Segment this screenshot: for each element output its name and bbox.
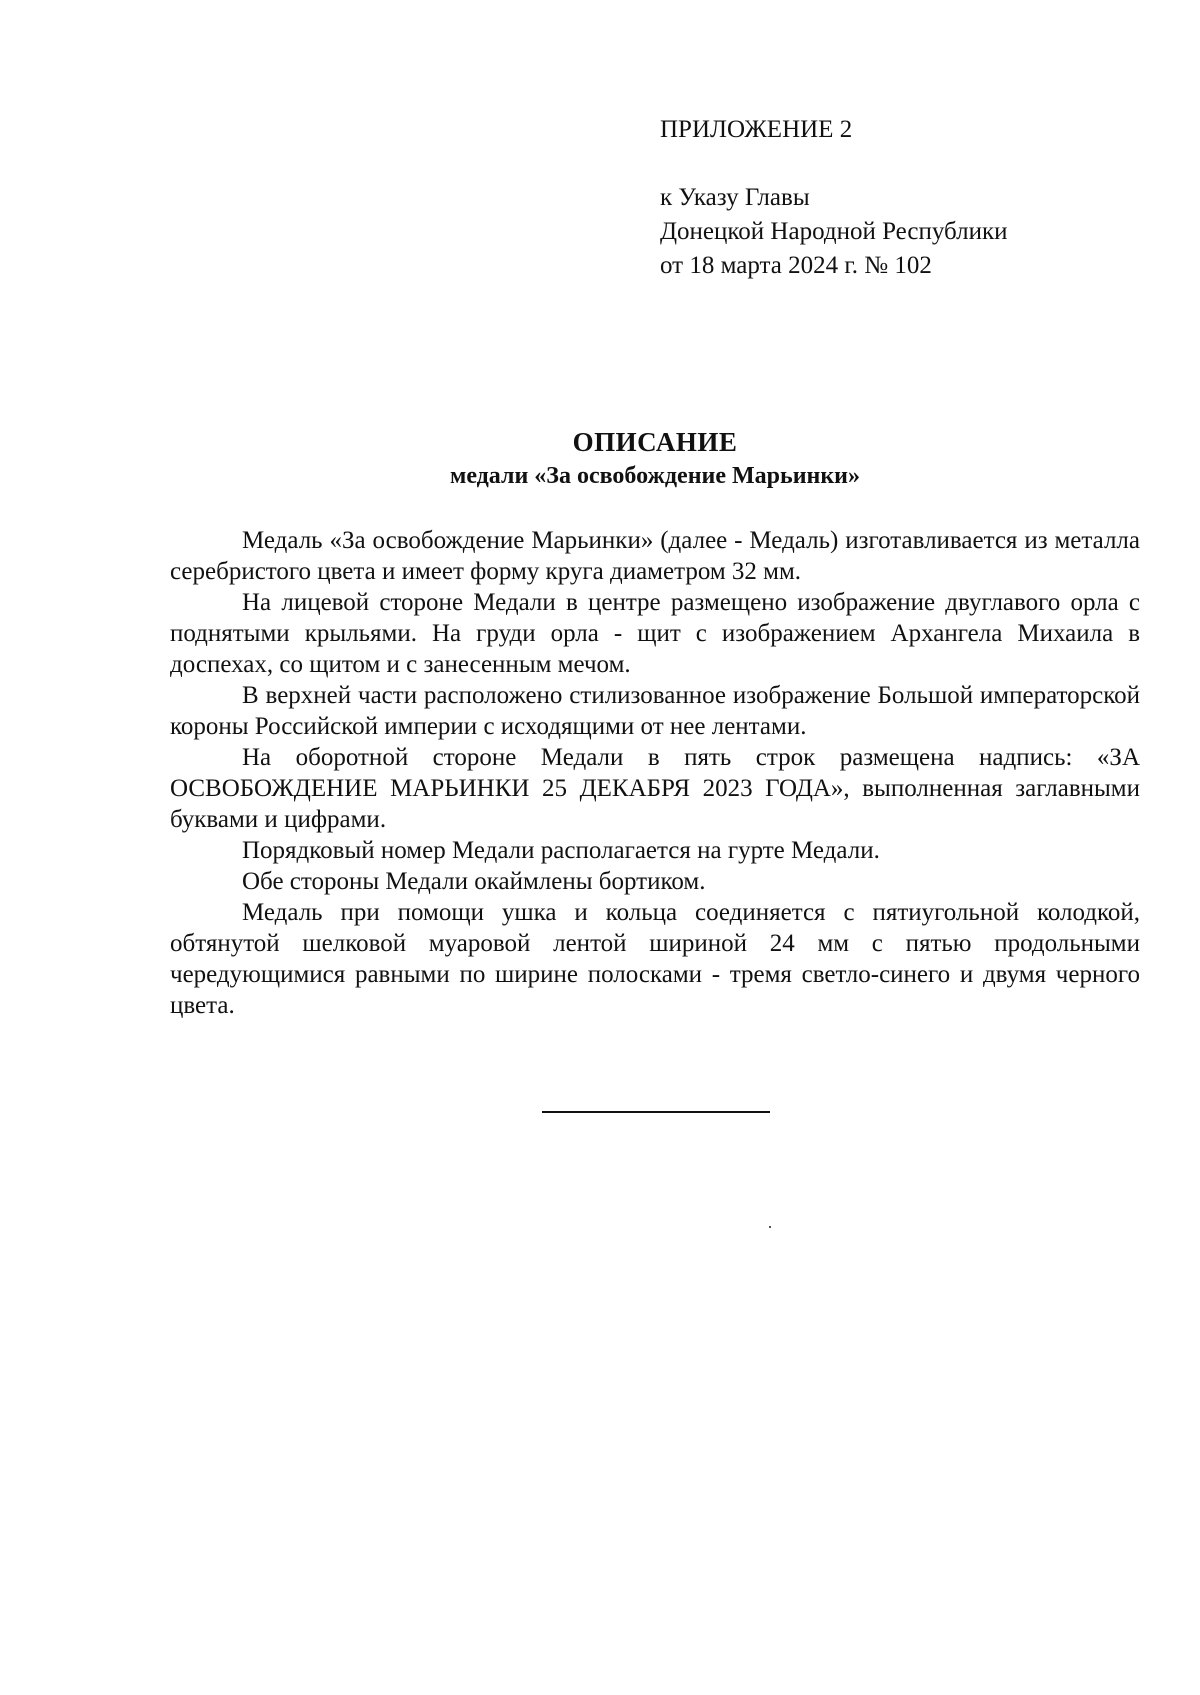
paragraph-reverse: На оборотной стороне Медали в пять строк размещена надпись: «ЗА ОСВОБОЖДЕНИЕ МАРЬИНКИ 25 ДЕКАБРЯ 2023 ГОДА», выполненная заглавными буквами и цифрами. (170, 744, 1140, 833)
paragraph-ribbon: Медаль при помощи ушка и кольца соединяется с пятиугольной колодкой, обтянутой шелковой муаровой лентой шириной 24 мм с пятью продольными чередующимися равными по ширине полосками - тремя светло-синего и двумя черного цвета. (170, 899, 1140, 1019)
appendix-date-line: от 18 марта 2024 г. № 102 (660, 252, 932, 279)
document-body (170, 525, 1140, 1021)
appendix-republic-line: Донецкой Народной Республики (660, 218, 1008, 245)
end-divider-line (542, 1111, 770, 1113)
document-heading (170, 424, 1140, 492)
paragraph-material: Медаль «За освобождение Марьинки» (далее - Медаль) изготавливается из металла серебристого цвета и имеет форму круга диаметром 32 мм. (170, 527, 1140, 585)
document-subtitle: медали «За освобождение Марьинки» (449, 463, 861, 489)
document-title: ОПИСАНИЕ (572, 427, 738, 457)
paragraph-obverse: На лицевой стороне Медали в центре размещено изображение двуглавого орла с поднятыми крыльями. На груди орла - щит с изображением Архангела Михаила в доспехах, со щитом и с занесенным мечом. (170, 589, 1140, 678)
paragraph-crown: В верхней части расположено стилизованное изображение Большой императорской короны Российской империи с исходящими от нее лентами. (170, 682, 1140, 740)
paragraph-serial-number: Порядковый номер Медали располагается на гурте Медали. (242, 837, 880, 864)
scan-speck (769, 1226, 771, 1228)
appendix-block (660, 113, 1100, 283)
appendix-decree-line: к Указу Главы (660, 184, 810, 211)
appendix-title: ПРИЛОЖЕНИЕ 2 (660, 116, 853, 143)
paragraph-rim: Обе стороны Медали окаймлены бортиком. (242, 868, 706, 895)
